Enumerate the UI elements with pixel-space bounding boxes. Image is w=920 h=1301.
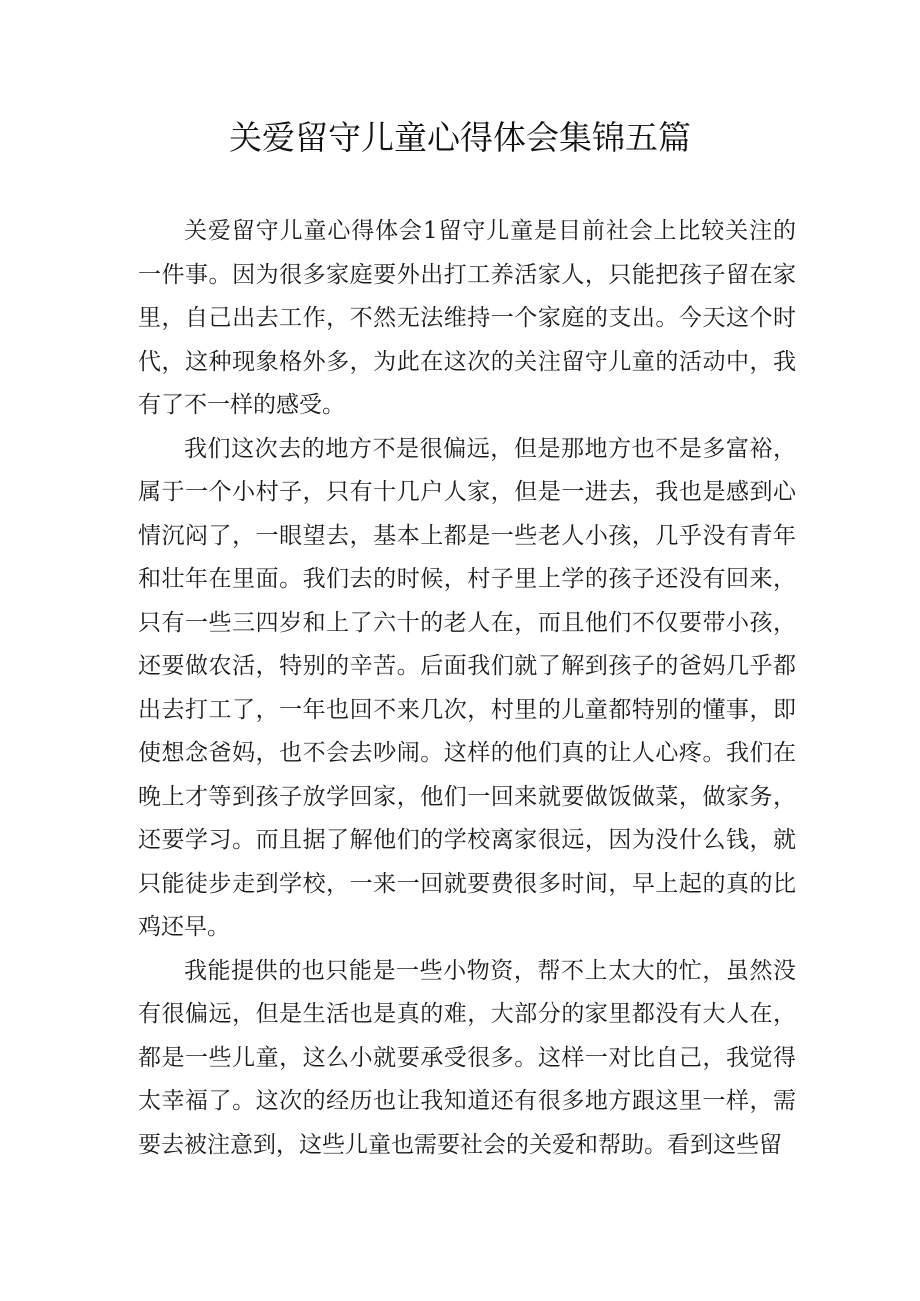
paragraph-2: 我们这次去的地方不是很偏远，但是那地方也不是多富裕，属于一个小村子，只有十几户人家，但是一进去，我也是感到心情沉闷了，一眼望去，基本上都是一些老人小孩，几乎没有青年和壮年在里面。我们去的时候，村子里上学的孩子还没有回来，只有一些三四岁和上了六十的老人在，而且他们不仅要带小孩，还要做农活，特别的辛苦。后面我们就了解到孩子的爸妈几乎都出去打工了，一年也回不来几次，村里的儿童都特别的懂事，即使想念爸妈，也不会去吵闹。这样的他们真的让人心疼。我们在晚上才等到孩子放学回家，他们一回来就要做饭做菜，做家务，还要学习。而且据了解他们的学校离家很远，因为没什么钱，就只能徒步走到学校，一来一回就要费很多时间，早上起的真的比鸡还早。 <box>138 435 796 940</box>
paragraph-1: 关爱留守儿童心得体会1留守儿童是目前社会上比较关注的一件事。因为很多家庭要外出打工养活家人，只能把孩子留在家里，自己出去工作，不然无法维持一个家庭的支出。今天这个时代，这种现象格外多，为此在这次的关注留守儿童的活动中，我有了不一样的感受。 <box>138 218 796 418</box>
document-body <box>138 210 796 1167</box>
paragraph-3: 我能提供的也只能是一些小物资，帮不上太大的忙，虽然没有很偏远，但是生活也是真的难，大部分的家里都没有大人在，都是一些儿童，这么小就要承受很多。这样一对比自己，我觉得太幸福了。这次的经历也让我知道还有很多地方跟这里一样，需要去被注意到，这些儿童也需要社会的关爱和帮助。看到这些留 <box>138 957 796 1158</box>
document-title: 关爱留守儿童心得体会集锦五篇 <box>229 118 691 157</box>
